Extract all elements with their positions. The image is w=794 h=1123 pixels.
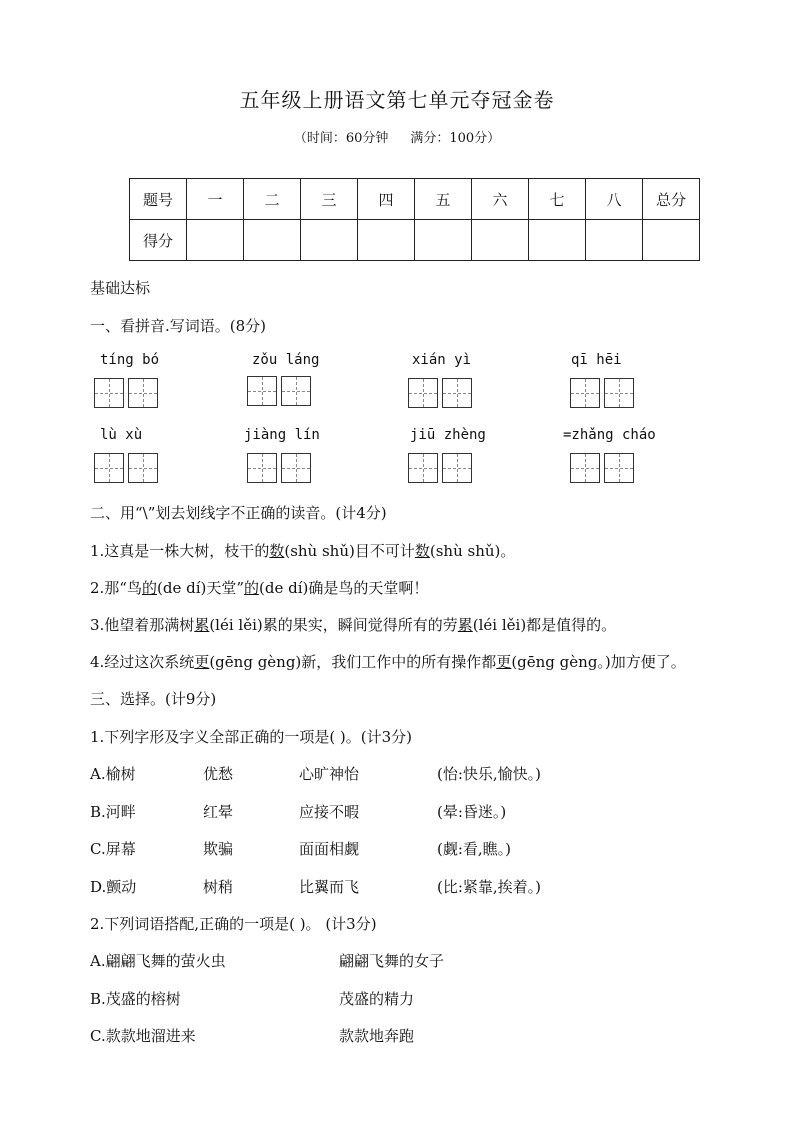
answer-grid[interactable]	[408, 378, 472, 408]
pinyin-prompt: jiū zhèng	[410, 427, 486, 443]
sentence-text: (shù shǔ)。	[429, 542, 516, 560]
sentence-text: (gēng gèng)新，我们工作中的所有操作都	[209, 653, 497, 671]
answer-grid[interactable]	[94, 453, 158, 483]
q2-sentence-1	[90, 540, 515, 561]
char-box[interactable]	[281, 376, 311, 406]
option-d-note: (比:紧靠,挨着。)	[437, 878, 542, 896]
score-cell[interactable]	[244, 220, 301, 261]
pinyin-prompt: qī hēi	[571, 352, 622, 368]
pinyin-prompt: tíng bó	[100, 352, 160, 368]
q2-sentence-3	[90, 614, 616, 635]
underlined-char: 更	[194, 653, 210, 671]
answer-grid[interactable]	[570, 378, 634, 408]
option-c-word3: 面面相觑	[299, 840, 360, 858]
option-c-word2: 欺骗	[203, 840, 234, 858]
option-a-word1: A.榆树	[90, 765, 136, 783]
char-box[interactable]	[442, 378, 472, 408]
q2-sentence-2	[90, 577, 428, 598]
sentence-text: 1.这真是一株大树，枝干的	[90, 542, 270, 560]
char-box[interactable]	[442, 453, 472, 483]
char-box[interactable]	[94, 453, 124, 483]
option-a-phrase2: 翩翩飞舞的女子	[339, 952, 445, 970]
score-table-header-row	[130, 179, 700, 220]
char-box[interactable]	[94, 378, 124, 408]
score-header-cell: 四	[358, 179, 415, 220]
score-cell[interactable]	[529, 220, 586, 261]
section-basic: 基础达标	[90, 279, 151, 297]
score-header-cell: 总分	[643, 179, 700, 220]
char-box[interactable]	[570, 378, 600, 408]
option-a-phrase1: A.翩翩飞舞的萤火虫	[90, 952, 226, 970]
underlined-char: 数	[269, 542, 285, 560]
option-d-word3: 比翼而飞	[299, 878, 360, 896]
option-b-note: (晕:昏迷。)	[437, 803, 507, 821]
q3-heading: 三、选择。(计9分)	[90, 690, 217, 708]
option-b-word1: B.河畔	[90, 803, 136, 821]
option-a-word2: 优愁	[203, 765, 234, 783]
option-b-phrase1: B.茂盛的榕树	[90, 990, 181, 1008]
score-header-cell: 一	[187, 179, 244, 220]
sentence-text: (de dí)确是鸟的天堂啊！	[259, 579, 429, 597]
option-b-phrase2: 茂盛的精力	[339, 990, 415, 1008]
score-header-cell: 八	[586, 179, 643, 220]
pinyin-prompt: lù xù	[100, 427, 143, 443]
score-header-cell: 题号	[130, 179, 187, 220]
answer-grid[interactable]	[247, 376, 311, 406]
pinyin-prompt: xián yì	[412, 352, 472, 368]
option-b-word2: 红晕	[203, 803, 234, 821]
char-box[interactable]	[247, 376, 277, 406]
score-cell[interactable]	[415, 220, 472, 261]
score-cell[interactable]	[643, 220, 700, 261]
answer-grid[interactable]	[408, 453, 472, 483]
score-header-cell: 五	[415, 179, 472, 220]
exam-full-score: 满分：100分）	[410, 131, 501, 146]
char-box[interactable]	[570, 453, 600, 483]
score-table-score-row	[130, 220, 700, 261]
score-cell[interactable]	[358, 220, 415, 261]
option-d-word2: 树稍	[203, 878, 234, 896]
q1-heading: 一、看拼音.写词语。(8分)	[90, 317, 267, 335]
option-c-phrase2: 款款地奔跑	[339, 1027, 415, 1045]
score-row-label: 得分	[130, 220, 187, 261]
q2-heading: 二、用“\”划去划线字不正确的读音。(计4分)	[90, 504, 387, 522]
exam-info	[0, 127, 794, 146]
char-box[interactable]	[128, 378, 158, 408]
answer-grid[interactable]	[247, 453, 311, 483]
underlined-char: 更	[496, 653, 512, 671]
char-box[interactable]	[247, 453, 277, 483]
score-header-cell: 七	[529, 179, 586, 220]
underlined-char: 累	[457, 616, 473, 634]
score-cell[interactable]	[187, 220, 244, 261]
pinyin-prompt: =zhǎng cháo	[563, 427, 656, 443]
sentence-text: (shù shǔ)目不可计	[284, 542, 415, 560]
sentence-text: 3.他望着那满树	[90, 616, 195, 634]
option-a-word3: 心旷神怡	[299, 765, 360, 783]
pinyin-prompt: zǒu láng	[252, 352, 320, 368]
score-header-cell: 二	[244, 179, 301, 220]
q3-sub1-question: 1.下列字形及字义全部正确的一项是( )。(计3分)	[90, 728, 413, 746]
char-box[interactable]	[128, 453, 158, 483]
score-cell[interactable]	[301, 220, 358, 261]
q2-sentence-4	[90, 651, 686, 672]
score-cell[interactable]	[586, 220, 643, 261]
answer-grid[interactable]	[570, 453, 634, 483]
char-box[interactable]	[408, 378, 438, 408]
option-c-word1: C.屏幕	[90, 840, 136, 858]
sentence-text: (gēng gèng。)加方便了。	[511, 653, 686, 671]
sentence-text: (léi lěi)都是值得的。	[472, 616, 617, 634]
score-cell[interactable]	[472, 220, 529, 261]
option-a-note: (怡:快乐,愉快。)	[437, 765, 542, 783]
underlined-char: 累	[194, 616, 210, 634]
char-box[interactable]	[281, 453, 311, 483]
char-box[interactable]	[604, 378, 634, 408]
answer-grid[interactable]	[94, 378, 158, 408]
sentence-text: 4.经过这次系统	[90, 653, 195, 671]
score-header-cell: 六	[472, 179, 529, 220]
option-d-word1: D.颤动	[90, 878, 137, 896]
underlined-char: 数	[414, 542, 430, 560]
sentence-text: 2.那“鸟	[90, 579, 142, 597]
exam-time: （时间：60分钟	[293, 131, 389, 146]
option-c-phrase1: C.款款地溜进来	[90, 1027, 196, 1045]
pinyin-prompt: jiàng lín	[244, 427, 320, 443]
q3-sub2-question: 2.下列词语搭配,正确的一项是( )。 (计3分)	[90, 915, 377, 933]
sentence-text: (de dí)天堂”	[157, 579, 245, 597]
sentence-text: (léi lěi)累的果实，瞬间觉得所有的劳	[209, 616, 458, 634]
underlined-char: 的	[244, 579, 260, 597]
score-header-cell: 三	[301, 179, 358, 220]
char-box[interactable]	[408, 453, 438, 483]
char-box[interactable]	[604, 453, 634, 483]
option-b-word3: 应接不暇	[299, 803, 360, 821]
underlined-char: 的	[141, 579, 157, 597]
score-table	[129, 178, 700, 261]
page-title: 五年级上册语文第七单元夺冠金卷	[239, 88, 555, 112]
option-c-note: (觑:看,瞧。)	[437, 840, 512, 858]
